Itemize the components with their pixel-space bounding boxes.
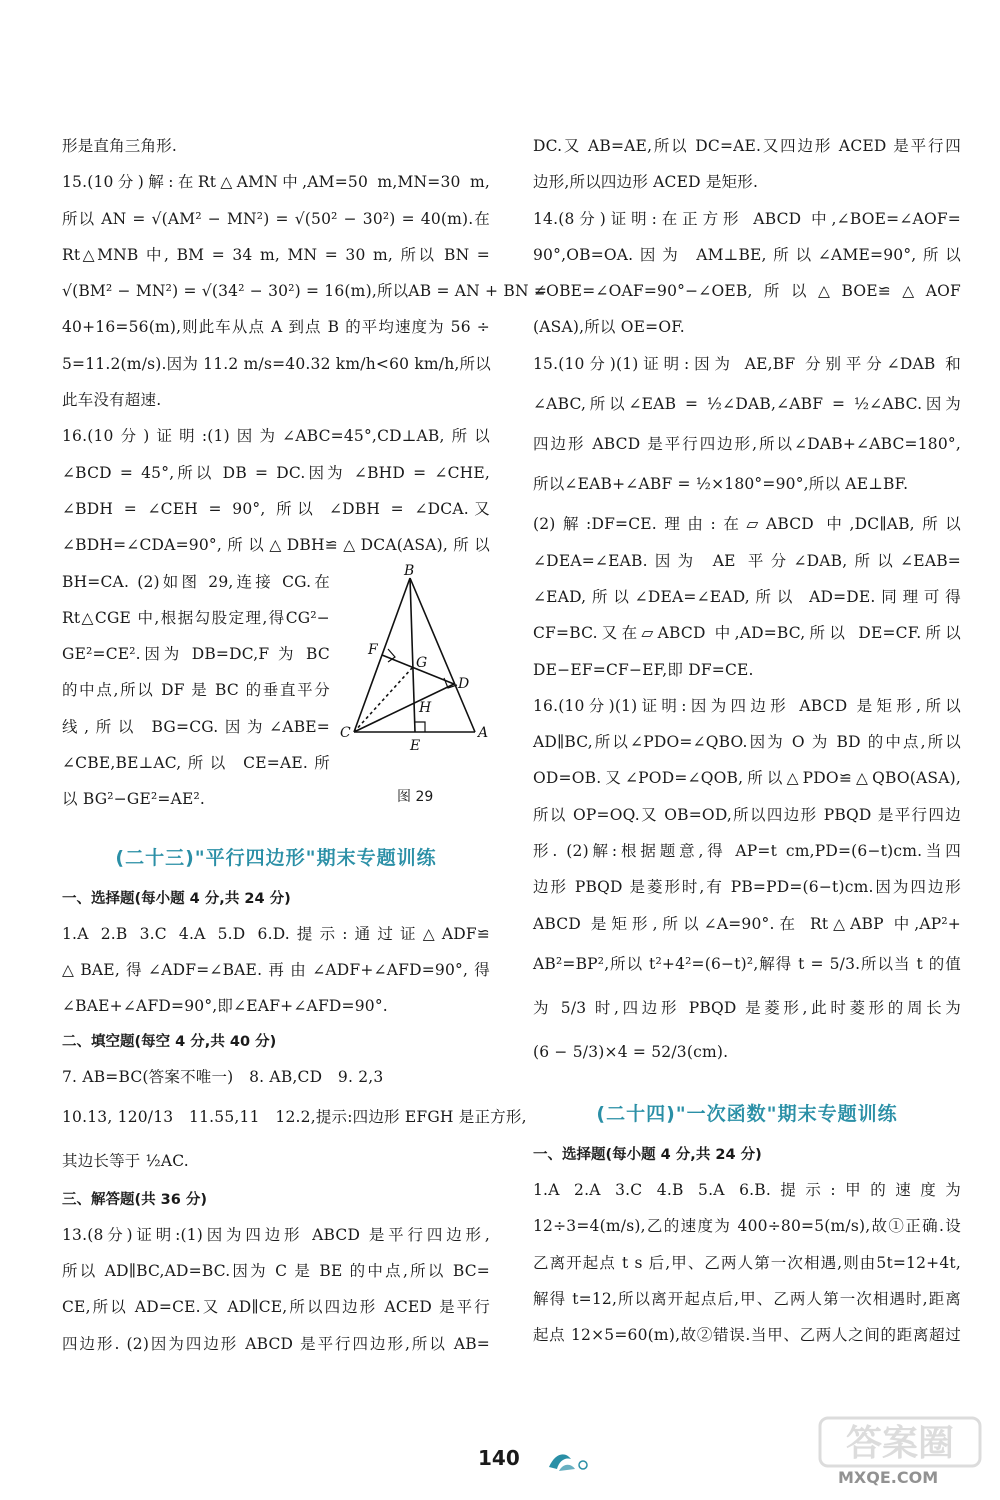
- text-line: 此车没有超速.: [62, 391, 162, 410]
- text-line: 16.(10分)证明:(1)因为∠ABC=45°,CD⊥AB,所以: [62, 427, 490, 446]
- text-line: ∠DEA=∠EAB.因为 AE 平分∠DAB,所以∠EAB=: [533, 551, 961, 570]
- text-line: 为 5/3 时,四边形 PBQD 是菱形,此时菱形的周长为: [533, 998, 961, 1017]
- right-column: [533, 128, 961, 1353]
- figure-caption: 图 29: [397, 788, 434, 805]
- text-line: 16.(10分)(1)证明:因为四边形 ABCD 是矩形,所以: [533, 696, 961, 715]
- text-line: 40+16=56(m),则此车从点 A 到点 B 的平均速度为 56 ÷: [62, 318, 490, 337]
- geometry-figure-29: [340, 564, 490, 779]
- fill-section-title: 二、填空题(每空 4 分,共 40 分): [62, 1033, 277, 1050]
- text-line: 四边形. (2)因为四边形 ABCD 是平行四边形,所以 AB=: [62, 1334, 490, 1353]
- text-line: Rt△MNB 中, BM = 34 m, MN = 30 m, 所以 BN =: [62, 245, 490, 264]
- text-line: ∠OBE=∠OAF=90°−∠OEB,所以△BOE≌△AOF: [533, 282, 961, 301]
- text-line: ∠CBE,BE⊥AC,所以 CE=AE.所: [62, 754, 330, 773]
- text-line: (ASA),所以 OE=OF.: [533, 318, 685, 337]
- label-b: B: [404, 562, 415, 579]
- triangle-diagram: [340, 564, 490, 779]
- text-line: 所以 OP=OQ.又 OB=OD,所以四边形 PBQD 是平行四边: [533, 805, 961, 824]
- text-line: 的中点,所以 DF 是 BC 的垂直平分: [62, 681, 330, 700]
- text-line: BH=CA. (2)如图 29,连接 CG.在: [62, 572, 330, 591]
- text-line: 以 BG²−GE²=AE².: [62, 790, 206, 809]
- text-line: 1.A 2.A 3.C 4.B 5.A 6.B.提示:甲的速度为: [533, 1180, 961, 1199]
- text-line: 其边长等于 ½AC.: [62, 1151, 189, 1170]
- page-number: 140: [478, 1446, 520, 1470]
- label-e: E: [410, 737, 421, 754]
- watermark-logo-icon: [818, 1410, 988, 1474]
- text-line: 90°,OB=OA.因为 AM⊥BE,所以∠AME=90°,所以: [533, 245, 961, 264]
- text-line: 解得 t=12,所以离开起点后,甲、乙两人第一次相遇时,距离: [533, 1289, 961, 1308]
- text-line: 7. AB=BC(答案不唯一) 8. AB,CD 9. 2,3: [62, 1067, 384, 1086]
- answer-section-title: 三、解答题(共 36 分): [62, 1191, 208, 1208]
- text-line: 15.(10分)(1)证明:因为 AE,BF 分别平分∠DAB 和: [533, 354, 961, 373]
- svg-text:答案圈: 答案圈: [845, 1423, 955, 1464]
- text-line: 所以 AN = √(AM² − MN²) = √(50² − 30²) = 40(m).在: [62, 209, 490, 228]
- text-line: 13.(8分)证明:(1)因为四边形 ABCD 是平行四边形,: [62, 1225, 490, 1244]
- text-line: AD∥BC,所以∠PDO=∠QBO.因为 O 为 BD 的中点,所以: [533, 733, 961, 752]
- text-line: CE,所以 AD=CE.又 AD∥CE,所以四边形 ACED 是平行: [62, 1298, 490, 1317]
- figure-block: [62, 564, 490, 818]
- label-d: D: [458, 675, 470, 692]
- label-a: A: [478, 724, 489, 741]
- text-line: 乙离开起点 t s 后,甲、乙两人第一次相遇,则由5t=12+4t,: [533, 1253, 961, 1272]
- text-line: √(BM² − MN²) = √(34² − 30²) = 16(m),所以AB = AN + BN =: [62, 282, 548, 301]
- watermark-url: MXQE.COM: [838, 1468, 939, 1487]
- text-line: 起点 12×5=60(m),故②错误.当甲、乙两人之间的距离超过: [533, 1326, 961, 1345]
- text-line: 10.13, 120/13 11.55,11 12.2,提示:四边形 EFGH 是正方形,: [62, 1107, 527, 1126]
- text-line: 所以 AD∥BC,AD=BC.因为 C 是 BE 的中点,所以 BC=: [62, 1262, 490, 1281]
- choice-section-title: 一、选择题(每小题 4 分,共 24 分): [62, 890, 291, 907]
- label-h: H: [419, 699, 432, 716]
- text-line: ∠BCD = 45°,所以 DB = DC.因为 ∠BHD = ∠CHE,: [62, 463, 490, 482]
- text-line: GE²=CE².因为 DB=DC,F 为 BC: [62, 645, 330, 664]
- text-line: (6 − 5/3)×4 = 52/3(cm).: [533, 1042, 729, 1061]
- text-line: ∠BDH=∠CDA=90°,所以△DBH≌△DCA(ASA),所以: [62, 536, 490, 555]
- text-line: OD=OB.又∠POD=∠QOB,所以△PDO≌△QBO(ASA),: [533, 769, 961, 788]
- text-line: ∠BAE+∠AFD=90°,即∠EAF+∠AFD=90°.: [62, 997, 388, 1016]
- section-title-23: (二十三)"平行四边形"期末专题训练: [115, 846, 437, 869]
- section-title-24: (二十四)"一次函数"期末专题训练: [596, 1102, 898, 1125]
- text-line: AB²=BP²,所以 t²+4²=(6−t)²,解得 t = 5/3.所以当 t 的值: [533, 954, 961, 973]
- text-line: CF=BC.又在▱ABCD 中,AD=BC,所以 DE=CF.所以: [533, 624, 961, 643]
- text-line: ABCD 是矩形,所以∠A=90°.在 Rt△ABP 中,AP²+: [533, 914, 961, 933]
- text-line: ∠EAD,所以∠DEA=∠EAD,所以 AD=DE.同理可得: [533, 587, 961, 606]
- text-line: △BAE,得∠ADF=∠BAE.再由∠ADF+∠AFD=90°,得: [62, 960, 490, 979]
- text-line: DE−EF=CF−EF,即 DF=CE.: [533, 660, 754, 679]
- text-line: 5=11.2(m/s).因为 11.2 m/s=40.32 km/h<60 km/h,所以: [62, 354, 491, 373]
- segment-cg-dashed: [354, 668, 412, 732]
- text-line: 边形 PBQD 是菱形时,有 PB=PD=(6−t)cm.因为四边形: [533, 878, 961, 897]
- label-f: F: [368, 641, 378, 658]
- label-c: C: [340, 724, 351, 741]
- left-column: [62, 128, 548, 1362]
- text-line: Rt△CGE 中,根据勾股定理,得CG²−: [62, 608, 330, 627]
- text-line: 12÷3=4(m/s),乙的速度为 400÷80=5(m/s),故①正确.设: [533, 1217, 961, 1236]
- text-line: DC.又 AB=AE,所以 DC=AE.又四边形 ACED 是平行四: [533, 137, 961, 155]
- text-line: ∠BDH = ∠CEH = 90°, 所以 ∠DBH = ∠DCA.又: [62, 499, 490, 518]
- text-line: 边形,所以四边形 ACED 是矩形.: [533, 173, 759, 192]
- text-line: 1.A 2.B 3.C 4.A 5.D 6.D.提示:通过证△ADF≌: [62, 924, 490, 943]
- segment-be: [410, 578, 415, 732]
- text-line: 所以∠EAB+∠ABF = ½×180°=90°,所以 AE⊥BF.: [533, 475, 909, 494]
- text-line: 14.(8分)证明:在正方形 ABCD 中,∠BOE=∠AOF=: [533, 209, 961, 228]
- text-line: ∠ABC,所以∠EAB = ½∠DAB,∠ABF = ½∠ABC.因为: [533, 395, 961, 414]
- figure-side-text: [62, 564, 330, 818]
- text-line: 四边形 ABCD 是平行四边形,所以∠DAB+∠ABC=180°,: [533, 435, 961, 454]
- choice-section-title: 一、选择题(每小题 4 分,共 24 分): [533, 1146, 762, 1163]
- right-angle-e: [415, 722, 425, 732]
- text-line: 形. (2)解:根据题意,得 AP=t cm,PD=(6−t)cm.当四: [533, 842, 961, 861]
- text-line: 形是直角三角形.: [62, 137, 178, 155]
- label-g: G: [416, 654, 428, 671]
- text-line: 线,所以 BG=CG.因为∠ABE=: [62, 717, 330, 736]
- left-block1: [62, 128, 548, 564]
- text-line: (2)解:DF=CE.理由:在▱ABCD 中,DC∥AB,所以: [533, 515, 961, 534]
- text-line: 15.(10分)解:在Rt△AMN中,AM=50 m,MN=30 m,: [62, 173, 490, 192]
- bird-logo-icon: [545, 1445, 589, 1479]
